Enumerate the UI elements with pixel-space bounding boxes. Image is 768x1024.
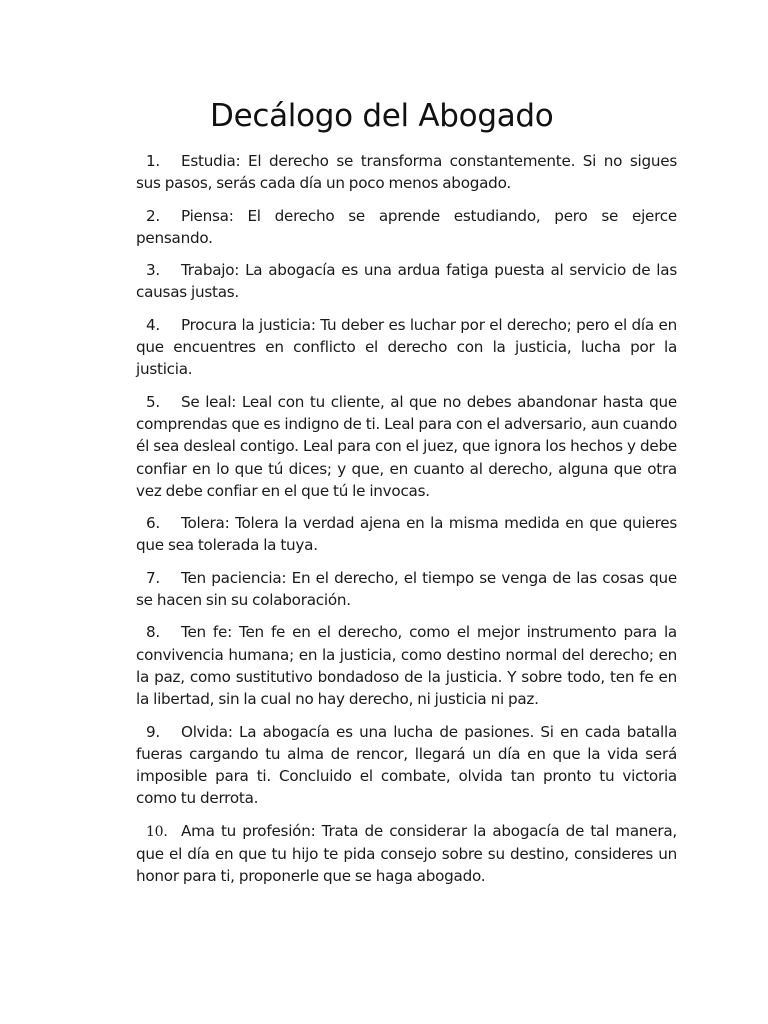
list-item bbox=[136, 512, 677, 557]
list-item bbox=[136, 621, 677, 710]
item-number: 7. bbox=[146, 568, 160, 587]
item-text: Trabajo: La abogacía es una ardua fatiga puesta al servicio de las causas justas. bbox=[136, 261, 677, 302]
item-text: Piensa: El derecho se aprende estudiando, pero se ejerce pensando. bbox=[136, 206, 677, 247]
item-number: 5. bbox=[146, 392, 160, 411]
item-text: Estudia: El derecho se transforma constantemente. Si no sigues sus pasos, serás cada día un poco menos abogado. bbox=[136, 152, 677, 193]
item-text: Olvida: La abogacía es una lucha de pasiones. Si en cada batalla fueras cargando tu alma de rencor, llegará un día en que la vida será imposible para ti. Concluido el combate, olvida tan pronto tu victoria como tu derrota. bbox=[136, 722, 677, 808]
item-number: 2. bbox=[146, 206, 160, 225]
list-item bbox=[136, 259, 677, 304]
list-item bbox=[136, 391, 677, 502]
list-item bbox=[136, 205, 677, 250]
list-item bbox=[136, 314, 677, 381]
document-title: Decálogo del Abogado bbox=[210, 98, 554, 134]
list-item bbox=[136, 721, 677, 810]
item-number: 4. bbox=[146, 315, 160, 334]
item-number: 6. bbox=[146, 514, 160, 533]
item-number: 8. bbox=[146, 623, 160, 642]
item-text: Ama tu profesión: Trata de considerar la abogacía de tal manera, que el día en que tu hijo te pida consejo sobre su destino, consideres un honor para ti, proponerle que se haga abogado. bbox=[136, 821, 677, 886]
list-item bbox=[136, 820, 677, 888]
item-text: Ten paciencia: En el derecho, el tiempo se venga de las cosas que se hacen sin su colaboración. bbox=[136, 568, 677, 610]
item-text: Ten fe: Ten fe en el derecho, como el mejor instrumento para la convivencia humana; en la justicia, como destino normal del derecho; en la paz, como sustitutivo bondadoso de la justicia. Y sobre todo, ten fe en la libertad, sin la cual no hay derecho, ni justicia ni paz. bbox=[136, 623, 677, 709]
list-item bbox=[136, 567, 677, 612]
item-text: Se leal: Leal con tu cliente, al que no debes abandonar hasta que comprendas que es indigno de ti. Leal para con el adversario, aun cuando él sea desleal contigo. Leal para con el juez, que ignora los hechos y debe confiar en lo que tú dices; y que, en cuanto al derecho, alguna que otra vez debe confiar en el que tú le invocas. bbox=[136, 392, 677, 500]
item-number: 9. bbox=[146, 722, 160, 741]
item-text: Tolera: Tolera la verdad ajena en la misma medida en que quieres que sea tolerada la tuya. bbox=[136, 514, 677, 555]
list-item bbox=[136, 150, 677, 195]
decalogue-list bbox=[136, 150, 677, 898]
item-number: 10. bbox=[146, 823, 168, 840]
item-number: 1. bbox=[146, 152, 160, 170]
item-number: 3. bbox=[146, 261, 160, 280]
item-text: Procura la justicia: Tu deber es luchar por el derecho; pero el día en que encuentres en conflicto el derecho con la justicia, lucha por la justicia. bbox=[136, 315, 677, 379]
